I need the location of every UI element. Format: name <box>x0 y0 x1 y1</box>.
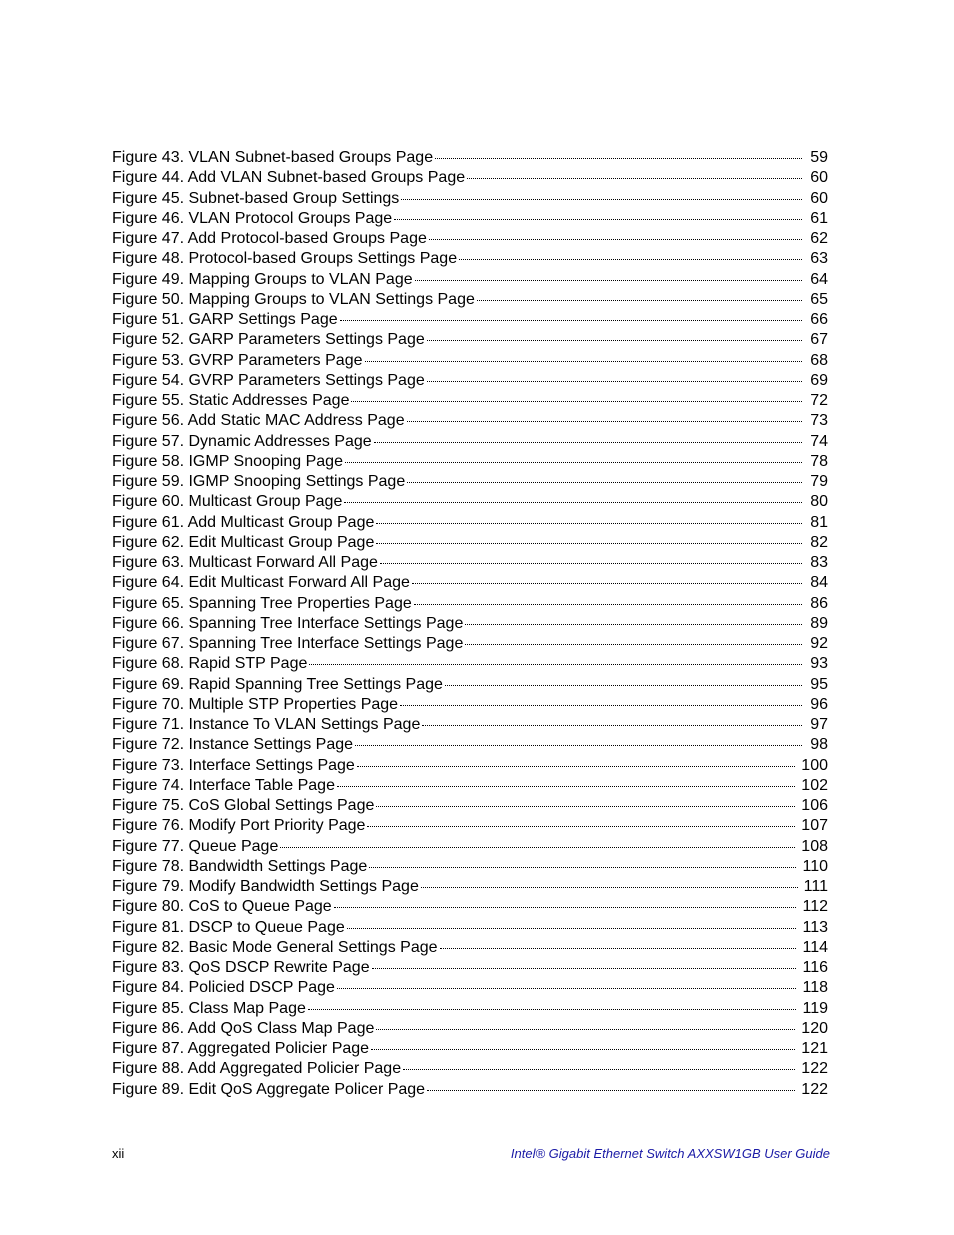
toc-entry-page-number: 69 <box>810 371 828 389</box>
toc-entry[interactable] <box>112 573 828 593</box>
toc-entry[interactable] <box>112 270 828 290</box>
dot-leader <box>355 745 802 746</box>
toc-entry-page-number: 113 <box>802 918 828 936</box>
toc-entry-title: Figure 44. Add VLAN Subnet-based Groups Page <box>112 169 466 187</box>
toc-entry-title: Figure 68. Rapid STP Page <box>112 655 308 673</box>
toc-entry-page-number: 79 <box>810 473 828 490</box>
toc-entry-page-number: 82 <box>810 533 828 551</box>
toc-entry-title: Figure 76. Modify Port Priority Page <box>112 817 366 835</box>
dot-leader <box>380 563 802 564</box>
dot-leader <box>376 806 795 807</box>
dot-leader <box>435 158 802 159</box>
dot-leader <box>427 381 802 382</box>
toc-entry-page-number: 111 <box>803 878 828 895</box>
toc-entry-title: Figure 45. Subnet-based Group Settings <box>112 189 400 207</box>
toc-entry-page-number: 97 <box>810 716 828 733</box>
toc-entry-title: Figure 66. Spanning Tree Interface Settings Page <box>112 614 464 632</box>
toc-entry-page-number: 106 <box>801 797 828 814</box>
dot-leader <box>400 705 802 706</box>
toc-entry-page-number: 78 <box>810 452 828 470</box>
toc-entry-title: Figure 73. Interface Settings Page <box>112 756 355 774</box>
toc-entry-title: Figure 49. Mapping Groups to VLAN Page <box>112 270 413 288</box>
toc-entry-page-number: 100 <box>801 756 828 774</box>
toc-entry[interactable] <box>112 1039 828 1059</box>
toc-entry-page-number: 116 <box>802 959 828 976</box>
toc-entry-title: Figure 58. IGMP Snooping Page <box>112 452 343 470</box>
toc-entry-title: Figure 89. Edit QoS Aggregate Policer Page <box>112 1080 426 1098</box>
toc-entry-title: Figure 88. Add Aggregated Policier Page <box>112 1060 402 1078</box>
list-of-figures <box>112 148 828 1100</box>
dot-leader <box>394 219 802 220</box>
toc-entry-page-number: 108 <box>801 837 828 855</box>
toc-entry-page-number: 107 <box>801 817 828 835</box>
toc-entry[interactable] <box>112 654 828 674</box>
toc-entry-title: Figure 75. CoS Global Settings Page <box>112 797 375 814</box>
toc-entry-title: Figure 69. Rapid Spanning Tree Settings Page <box>112 675 443 693</box>
toc-entry-title: Figure 67. Spanning Tree Interface Settings Page <box>112 635 464 652</box>
toc-entry-page-number: 64 <box>810 270 828 288</box>
toc-entry-page-number: 59 <box>810 149 828 166</box>
dot-leader <box>403 1069 795 1070</box>
toc-entry-title: Figure 72. Instance Settings Page <box>112 736 354 754</box>
toc-entry[interactable] <box>112 675 828 695</box>
toc-entry-page-number: 92 <box>810 635 828 652</box>
dot-leader <box>412 583 802 584</box>
toc-entry[interactable] <box>112 432 828 452</box>
toc-entry-title: Figure 70. Multiple STP Properties Page <box>112 695 399 713</box>
toc-entry[interactable] <box>112 1019 828 1039</box>
toc-entry-title: Figure 51. GARP Settings Page <box>112 311 338 328</box>
dot-leader <box>440 948 797 949</box>
toc-entry[interactable] <box>112 776 828 796</box>
toc-entry[interactable] <box>112 168 828 188</box>
toc-entry[interactable] <box>112 756 828 776</box>
toc-entry-title: Figure 57. Dynamic Addresses Page <box>112 432 372 450</box>
toc-entry-page-number: 62 <box>810 230 828 247</box>
toc-entry-title: Figure 48. Protocol-based Groups Settings Page <box>112 250 458 268</box>
dot-leader <box>365 361 803 362</box>
toc-entry[interactable] <box>112 411 828 431</box>
toc-entry-title: Figure 82. Basic Mode General Settings Page <box>112 938 438 956</box>
dot-leader <box>308 1009 797 1010</box>
toc-entry[interactable] <box>112 796 828 816</box>
toc-entry[interactable] <box>112 594 828 614</box>
dot-leader <box>376 1029 795 1030</box>
toc-entry[interactable] <box>112 918 828 938</box>
toc-entry[interactable] <box>112 249 828 269</box>
toc-entry-page-number: 66 <box>810 311 828 328</box>
toc-entry[interactable] <box>112 391 828 411</box>
toc-entry-page-number: 89 <box>810 614 828 632</box>
toc-entry[interactable] <box>112 735 828 755</box>
toc-entry[interactable] <box>112 816 828 836</box>
dot-leader <box>337 988 797 989</box>
toc-entry[interactable] <box>112 189 828 209</box>
toc-entry-title: Figure 55. Static Addresses Page <box>112 392 350 409</box>
toc-entry[interactable] <box>112 452 828 472</box>
toc-entry[interactable] <box>112 472 828 492</box>
toc-entry-title: Figure 53. GVRP Parameters Page <box>112 351 363 369</box>
toc-entry[interactable] <box>112 1080 828 1100</box>
toc-entry-title: Figure 46. VLAN Protocol Groups Page <box>112 209 393 227</box>
dot-leader <box>351 401 802 402</box>
toc-entry-page-number: 112 <box>802 898 828 916</box>
dot-leader <box>347 928 797 929</box>
toc-entry-title: Figure 87. Aggregated Policier Page <box>112 1040 370 1057</box>
toc-entry[interactable] <box>112 229 828 249</box>
toc-entry[interactable] <box>112 938 828 958</box>
dot-leader <box>369 867 796 868</box>
dot-leader <box>376 523 802 524</box>
toc-entry-page-number: 81 <box>810 513 828 531</box>
toc-entry[interactable] <box>112 897 828 917</box>
toc-entry-title: Figure 84. Policied DSCP Page <box>112 979 335 997</box>
toc-entry-title: Figure 86. Add QoS Class Map Page <box>112 1019 375 1037</box>
toc-entry-title: Figure 60. Multicast Group Page <box>112 493 343 511</box>
toc-entry[interactable] <box>112 290 828 310</box>
toc-entry[interactable] <box>112 553 828 573</box>
toc-entry-title: Figure 85. Class Map Page <box>112 999 306 1017</box>
toc-entry[interactable] <box>112 715 828 735</box>
toc-entry-title: Figure 61. Add Multicast Group Page <box>112 513 375 531</box>
dot-leader <box>429 239 802 240</box>
footer-page-number: xii <box>112 1146 125 1161</box>
dot-leader <box>357 766 795 767</box>
toc-entry[interactable] <box>112 1059 828 1079</box>
toc-entry-page-number: 65 <box>810 290 828 308</box>
toc-entry-title: Figure 83. QoS DSCP Rewrite Page <box>112 959 370 976</box>
toc-entry-title: Figure 80. CoS to Queue Page <box>112 898 332 916</box>
dot-leader <box>334 907 797 908</box>
toc-entry-title: Figure 63. Multicast Forward All Page <box>112 554 378 571</box>
dot-leader <box>376 543 802 544</box>
toc-entry-title: Figure 62. Edit Multicast Group Page <box>112 533 375 551</box>
toc-entry-page-number: 102 <box>801 776 828 794</box>
toc-entry[interactable] <box>112 513 828 533</box>
toc-entry[interactable] <box>112 310 828 330</box>
toc-entry-page-number: 73 <box>810 412 828 430</box>
dot-leader <box>422 725 802 726</box>
dot-leader <box>309 664 802 665</box>
dot-leader <box>465 624 802 625</box>
dot-leader <box>407 421 802 422</box>
toc-entry-page-number: 114 <box>802 938 828 956</box>
toc-entry-title: Figure 43. VLAN Subnet-based Groups Page <box>112 149 434 166</box>
dot-leader <box>467 178 802 179</box>
toc-entry-title: Figure 79. Modify Bandwidth Settings Page <box>112 878 419 895</box>
toc-entry-page-number: 96 <box>810 695 828 713</box>
footer-document-title: Intel® Gigabit Ethernet Switch AXXSW1GB User Guide <box>510 1146 830 1161</box>
dot-leader <box>372 968 797 969</box>
dot-leader <box>445 685 802 686</box>
toc-entry-page-number: 61 <box>810 209 828 227</box>
toc-entry-title: Figure 59. IGMP Snooping Settings Page <box>112 473 406 490</box>
dot-leader <box>427 340 802 341</box>
toc-entry-page-number: 63 <box>810 250 828 268</box>
toc-entry[interactable] <box>112 209 828 229</box>
dot-leader <box>427 1090 795 1091</box>
toc-entry-title: Figure 47. Add Protocol-based Groups Page <box>112 230 427 247</box>
dot-leader <box>414 604 802 605</box>
toc-entry[interactable] <box>112 351 828 371</box>
toc-entry-page-number: 110 <box>802 857 828 875</box>
toc-entry-title: Figure 54. GVRP Parameters Settings Page <box>112 371 425 389</box>
dot-leader <box>465 644 802 645</box>
toc-entry-page-number: 84 <box>810 574 828 592</box>
toc-entry-page-number: 121 <box>801 1040 828 1057</box>
toc-entry-title: Figure 81. DSCP to Queue Page <box>112 918 345 936</box>
toc-entry-page-number: 118 <box>802 979 828 997</box>
toc-entry-title: Figure 56. Add Static MAC Address Page <box>112 412 405 430</box>
dot-leader <box>401 199 802 200</box>
toc-entry-title: Figure 50. Mapping Groups to VLAN Settings Page <box>112 290 475 308</box>
toc-entry[interactable] <box>112 533 828 553</box>
toc-entry[interactable] <box>112 877 828 897</box>
dot-leader <box>345 462 802 463</box>
toc-entry[interactable] <box>112 695 828 715</box>
toc-entry[interactable] <box>112 999 828 1019</box>
toc-entry-title: Figure 64. Edit Multicast Forward All Page <box>112 574 410 592</box>
toc-entry-page-number: 80 <box>810 493 828 511</box>
toc-entry[interactable] <box>112 978 828 998</box>
toc-entry[interactable] <box>112 857 828 877</box>
dot-leader <box>374 442 802 443</box>
toc-entry-page-number: 119 <box>802 999 828 1017</box>
toc-entry-page-number: 122 <box>801 1060 828 1078</box>
toc-entry-page-number: 86 <box>810 594 828 612</box>
dot-leader <box>415 280 802 281</box>
dot-leader <box>407 482 802 483</box>
toc-entry-title: Figure 77. Queue Page <box>112 837 279 855</box>
toc-entry[interactable] <box>112 614 828 634</box>
toc-entry-page-number: 68 <box>810 351 828 369</box>
toc-entry-page-number: 98 <box>810 736 828 754</box>
dot-leader <box>477 300 802 301</box>
toc-entry[interactable] <box>112 492 828 512</box>
dot-leader <box>337 786 795 787</box>
toc-entry-title: Figure 74. Interface Table Page <box>112 776 335 794</box>
dot-leader <box>371 1049 795 1050</box>
toc-entry[interactable] <box>112 330 828 350</box>
toc-entry-page-number: 60 <box>810 189 828 207</box>
toc-entry[interactable] <box>112 958 828 978</box>
toc-entry-page-number: 72 <box>810 392 828 409</box>
dot-leader <box>344 502 802 503</box>
toc-entry-title: Figure 65. Spanning Tree Properties Page <box>112 594 412 612</box>
toc-entry-page-number: 95 <box>810 675 828 693</box>
toc-entry-page-number: 60 <box>810 169 828 187</box>
toc-entry-title: Figure 78. Bandwidth Settings Page <box>112 857 368 875</box>
toc-entry[interactable] <box>112 371 828 391</box>
dot-leader <box>459 259 802 260</box>
toc-entry-title: Figure 52. GARP Parameters Settings Page <box>112 331 425 349</box>
toc-entry-page-number: 67 <box>810 331 828 349</box>
toc-entry-page-number: 83 <box>810 554 828 571</box>
dot-leader <box>421 887 798 888</box>
toc-entry-page-number: 74 <box>810 432 828 450</box>
dot-leader <box>280 847 795 848</box>
dot-leader <box>367 826 795 827</box>
toc-entry-page-number: 122 <box>801 1080 828 1098</box>
toc-entry-title: Figure 71. Instance To VLAN Settings Page <box>112 716 421 733</box>
toc-entry-page-number: 120 <box>801 1019 828 1037</box>
toc-entry-page-number: 93 <box>810 655 828 673</box>
toc-entry[interactable] <box>112 634 828 654</box>
toc-entry[interactable] <box>112 837 828 857</box>
toc-entry[interactable] <box>112 148 828 168</box>
dot-leader <box>340 320 802 321</box>
